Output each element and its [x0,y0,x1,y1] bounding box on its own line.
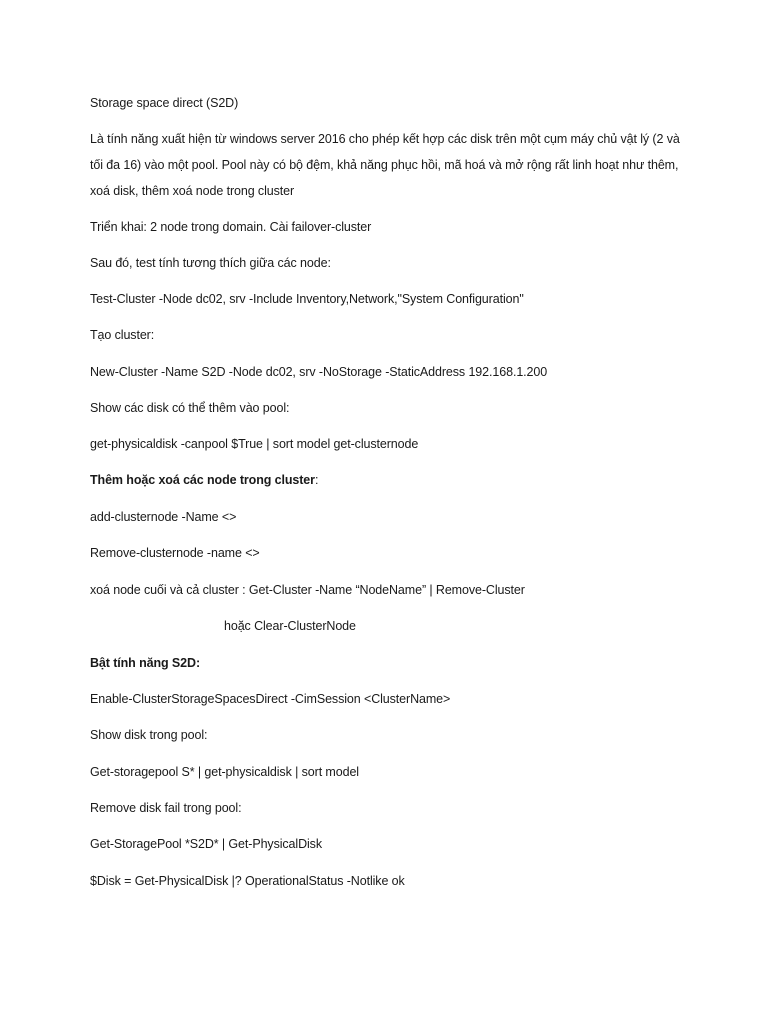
show-pool-label: Show disk trong pool: [90,728,208,742]
new-cluster-command: New-Cluster -Name S2D -Node dc02, srv -NoStorage -StaticAddress 192.168.1.200 [90,365,548,379]
disk-variable-command: $Disk = Get-PhysicalDisk |? OperationalStatus -Notlike ok [90,874,405,888]
show-disks-command: get-physicaldisk -canpool $True | sort model get-clusternode [90,437,419,451]
test-cluster-command: Test-Cluster -Node dc02, srv -Include Inventory,Network,"System Configuration" [90,292,524,306]
add-node-command: add-clusternode -Name <> [90,510,237,524]
show-pool-command: Get-storagepool S* | get-physicaldisk | sort model [90,765,359,779]
test-intro-line: Sau đó, test tính tương thích giữa các node: [90,256,331,270]
enable-s2d-command: Enable-ClusterStorageSpacesDirect -CimSession <ClusterName> [90,692,451,706]
add-remove-heading-colon: : [314,473,319,487]
intro-paragraph: Là tính năng xuất hiện từ windows server 2016 cho phép kết hợp các disk trên một cụm máy chủ vật lý (2 và tối đa 16) vào một pool. Pool này có bộ đệm, khả năng phục hồi, mã hoá và mở rộng rất linh hoạt như thêm, xoá disk, thêm xoá node trong cluster [90,132,680,198]
add-remove-heading [90,472,318,488]
doc-title: Storage space direct (S2D) [90,96,239,110]
remove-fail-label: Remove disk fail trong pool: [90,801,242,815]
add-remove-heading-text: Thêm hoặc xoá các node trong cluster [90,473,315,487]
enable-s2d-heading: Bật tính năng S2D: [90,656,201,670]
clear-cluster-node-line: hoặc Clear-ClusterNode [224,619,356,633]
get-storagepool-command: Get-StoragePool *S2D* | Get-PhysicalDisk [90,837,322,851]
create-cluster-label: Tạo cluster: [90,328,155,342]
deploy-line: Triển khai: 2 node trong domain. Cài failover-cluster [90,220,372,234]
show-disks-label: Show các disk có thể thêm vào pool: [90,401,290,415]
remove-last-node-line: xoá node cuối và cả cluster : Get-Cluster -Name “NodeName” | Remove-Cluster [90,583,525,597]
remove-node-command: Remove-clusternode -name <> [90,546,260,560]
